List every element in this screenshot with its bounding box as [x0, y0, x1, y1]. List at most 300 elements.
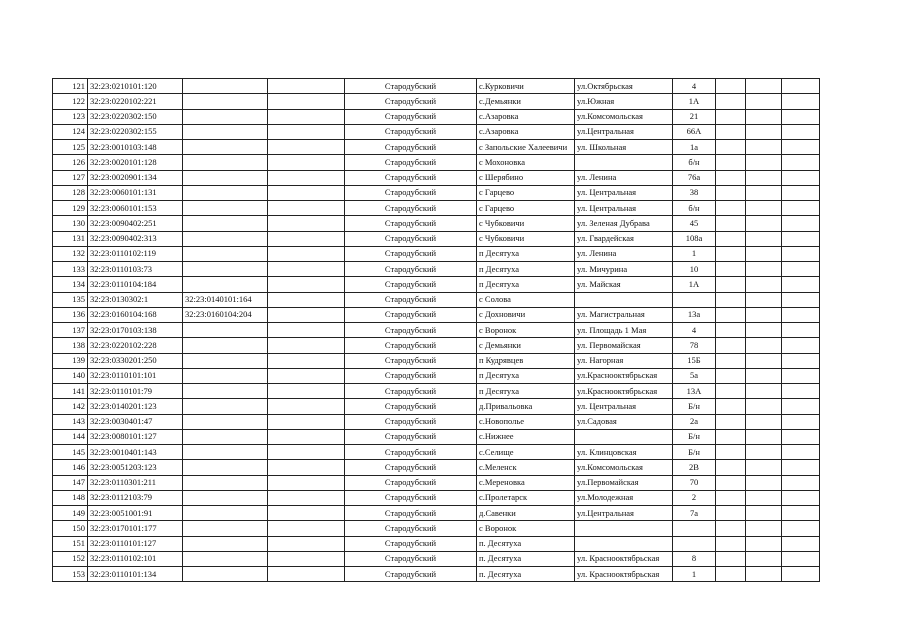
locality: п. Десятуха: [477, 536, 575, 551]
cadastral-number: 32:23:0130302:1: [88, 292, 183, 307]
empty-cell: [746, 368, 782, 383]
district: Стародубский: [345, 140, 477, 155]
cadastral-number: 32:23:0110301:211: [88, 475, 183, 490]
related-cadastral-number: [183, 140, 268, 155]
empty-cell: [746, 445, 782, 460]
table-row: [53, 79, 820, 94]
row-number: 136: [53, 307, 88, 322]
cadastral-number: 32:23:0160104:168: [88, 307, 183, 322]
empty-cell: [716, 368, 746, 383]
street: ул.Центральная: [575, 506, 673, 521]
row-number: 134: [53, 277, 88, 292]
district: Стародубский: [345, 216, 477, 231]
empty-cell: [746, 185, 782, 200]
district: Стародубский: [345, 292, 477, 307]
table-row: [53, 292, 820, 307]
empty-cell: [746, 429, 782, 444]
locality: с.Новополье: [477, 414, 575, 429]
empty-cell: [268, 155, 345, 170]
district: Стародубский: [345, 368, 477, 383]
district: Стародубский: [345, 185, 477, 200]
locality: с.Селище: [477, 445, 575, 460]
empty-cell: [268, 277, 345, 292]
district: Стародубский: [345, 551, 477, 566]
street: ул.Молодежная: [575, 490, 673, 505]
empty-cell: [746, 94, 782, 109]
empty-cell: [268, 338, 345, 353]
row-number: 121: [53, 79, 88, 94]
empty-cell: [746, 323, 782, 338]
house-number: 76а: [673, 170, 716, 185]
empty-cell: [716, 216, 746, 231]
empty-cell: [746, 399, 782, 414]
locality: с Демьянки: [477, 338, 575, 353]
empty-cell: [716, 414, 746, 429]
table-row: [53, 307, 820, 322]
row-number: 122: [53, 94, 88, 109]
cadastral-number: 32:23:0080101:127: [88, 429, 183, 444]
row-number: 140: [53, 368, 88, 383]
row-number: 150: [53, 521, 88, 536]
street: ул. Гвардейская: [575, 231, 673, 246]
related-cadastral-number: [183, 216, 268, 231]
empty-cell: [268, 201, 345, 216]
house-number: 10: [673, 262, 716, 277]
street: [575, 536, 673, 551]
empty-cell: [716, 399, 746, 414]
house-number: 2В: [673, 460, 716, 475]
empty-cell: [746, 506, 782, 521]
related-cadastral-number: [183, 246, 268, 261]
house-number: 108а: [673, 231, 716, 246]
related-cadastral-number: [183, 94, 268, 109]
house-number: 1а: [673, 140, 716, 155]
cadastral-number: 32:23:0060101:153: [88, 201, 183, 216]
row-number: 146: [53, 460, 88, 475]
table-row: [53, 201, 820, 216]
row-number: 149: [53, 506, 88, 521]
empty-cell: [268, 109, 345, 124]
empty-cell: [716, 109, 746, 124]
locality: с.Мереновка: [477, 475, 575, 490]
empty-cell: [782, 124, 820, 139]
empty-cell: [746, 109, 782, 124]
street: [575, 292, 673, 307]
related-cadastral-number: [183, 277, 268, 292]
empty-cell: [746, 140, 782, 155]
empty-cell: [716, 475, 746, 490]
empty-cell: [782, 262, 820, 277]
locality: с.Нижнее: [477, 429, 575, 444]
empty-cell: [268, 94, 345, 109]
empty-cell: [268, 368, 345, 383]
cadastral-number: 32:23:0110101:134: [88, 567, 183, 582]
table-row: [53, 460, 820, 475]
locality: с Солова: [477, 292, 575, 307]
locality: п Десятуха: [477, 277, 575, 292]
district: Стародубский: [345, 567, 477, 582]
street: ул. Зеленая Дубрава: [575, 216, 673, 231]
cadastral-number: 32:23:0220302:155: [88, 124, 183, 139]
locality: с Запольские Халеевичи: [477, 140, 575, 155]
house-number: б/н: [673, 201, 716, 216]
house-number: 70: [673, 475, 716, 490]
empty-cell: [716, 338, 746, 353]
empty-cell: [782, 246, 820, 261]
district: Стародубский: [345, 536, 477, 551]
row-number: 124: [53, 124, 88, 139]
empty-cell: [782, 201, 820, 216]
empty-cell: [782, 170, 820, 185]
empty-cell: [782, 475, 820, 490]
empty-cell: [746, 155, 782, 170]
related-cadastral-number: [183, 338, 268, 353]
house-number: 1: [673, 567, 716, 582]
cadastral-number: 32:23:0030401:47: [88, 414, 183, 429]
street: ул.Садовая: [575, 414, 673, 429]
empty-cell: [782, 140, 820, 155]
street: ул. Первомайская: [575, 338, 673, 353]
locality: с Чубковичи: [477, 216, 575, 231]
row-number: 142: [53, 399, 88, 414]
empty-cell: [746, 353, 782, 368]
empty-cell: [268, 292, 345, 307]
related-cadastral-number: [183, 124, 268, 139]
locality: с Дохновичи: [477, 307, 575, 322]
empty-cell: [782, 338, 820, 353]
street: ул. Краснооктябрьская: [575, 551, 673, 566]
row-number: 129: [53, 201, 88, 216]
related-cadastral-number: [183, 109, 268, 124]
empty-cell: [268, 399, 345, 414]
house-number: Б/н: [673, 429, 716, 444]
empty-cell: [782, 216, 820, 231]
row-number: 147: [53, 475, 88, 490]
cadastral-number: 32:23:0140201:123: [88, 399, 183, 414]
locality: п. Десятуха: [477, 551, 575, 566]
empty-cell: [782, 399, 820, 414]
empty-cell: [746, 124, 782, 139]
district: Стародубский: [345, 262, 477, 277]
empty-cell: [716, 323, 746, 338]
house-number: [673, 536, 716, 551]
table-row: [53, 506, 820, 521]
empty-cell: [268, 262, 345, 277]
row-number: 125: [53, 140, 88, 155]
cadastral-number: 32:23:0170101:177: [88, 521, 183, 536]
empty-cell: [782, 79, 820, 94]
row-number: 148: [53, 490, 88, 505]
cadastral-number: 32:23:0051001:91: [88, 506, 183, 521]
related-cadastral-number: [183, 185, 268, 200]
empty-cell: [268, 140, 345, 155]
locality: п. Десятуха: [477, 567, 575, 582]
table-row: [53, 353, 820, 368]
street: [575, 155, 673, 170]
street: ул.Краснооктябрьская: [575, 368, 673, 383]
house-number: 13а: [673, 307, 716, 322]
street: ул.Южная: [575, 94, 673, 109]
table-row: [53, 551, 820, 566]
street: ул. Нагорная: [575, 353, 673, 368]
related-cadastral-number: [183, 323, 268, 338]
table-row: [53, 475, 820, 490]
related-cadastral-number: [183, 368, 268, 383]
empty-cell: [268, 246, 345, 261]
house-number: [673, 292, 716, 307]
empty-cell: [716, 185, 746, 200]
row-number: 139: [53, 353, 88, 368]
empty-cell: [782, 429, 820, 444]
district: Стародубский: [345, 338, 477, 353]
street: ул. Клинцовская: [575, 445, 673, 460]
district: Стародубский: [345, 521, 477, 536]
table-row: [53, 414, 820, 429]
empty-cell: [782, 323, 820, 338]
cadastral-number: 32:23:0020901:134: [88, 170, 183, 185]
cadastral-number: 32:23:0090402:313: [88, 231, 183, 246]
empty-cell: [268, 521, 345, 536]
house-number: 8: [673, 551, 716, 566]
district: Стародубский: [345, 201, 477, 216]
district: Стародубский: [345, 231, 477, 246]
street: ул.Первомайская: [575, 475, 673, 490]
empty-cell: [782, 536, 820, 551]
row-number: 128: [53, 185, 88, 200]
empty-cell: [716, 490, 746, 505]
empty-cell: [268, 79, 345, 94]
empty-cell: [268, 307, 345, 322]
empty-cell: [782, 109, 820, 124]
row-number: 141: [53, 384, 88, 399]
table-row: [53, 155, 820, 170]
house-number: 78: [673, 338, 716, 353]
house-number: 21: [673, 109, 716, 124]
empty-cell: [746, 307, 782, 322]
empty-cell: [716, 307, 746, 322]
house-number: 38: [673, 185, 716, 200]
empty-cell: [746, 384, 782, 399]
cadastral-number: 32:23:0060101:131: [88, 185, 183, 200]
empty-cell: [268, 216, 345, 231]
property-register-table: [52, 78, 820, 582]
empty-cell: [716, 94, 746, 109]
locality: с.Азаровка: [477, 109, 575, 124]
related-cadastral-number: [183, 490, 268, 505]
row-number: 123: [53, 109, 88, 124]
house-number: 13А: [673, 384, 716, 399]
empty-cell: [746, 551, 782, 566]
locality: с Гарцево: [477, 201, 575, 216]
empty-cell: [782, 460, 820, 475]
street: ул.Краснооктябрьская: [575, 384, 673, 399]
cadastral-number: 32:23:0330201:250: [88, 353, 183, 368]
cadastral-number: 32:23:0170103:138: [88, 323, 183, 338]
related-cadastral-number: [183, 460, 268, 475]
empty-cell: [782, 414, 820, 429]
table-row: [53, 368, 820, 383]
empty-cell: [746, 414, 782, 429]
empty-cell: [746, 567, 782, 582]
table-row: [53, 94, 820, 109]
cadastral-number: 32:23:0110102:119: [88, 246, 183, 261]
empty-cell: [782, 506, 820, 521]
district: Стародубский: [345, 384, 477, 399]
empty-cell: [268, 567, 345, 582]
empty-cell: [268, 506, 345, 521]
empty-cell: [782, 567, 820, 582]
street: ул. Ленина: [575, 170, 673, 185]
related-cadastral-number: [183, 506, 268, 521]
empty-cell: [716, 429, 746, 444]
empty-cell: [782, 490, 820, 505]
row-number: 144: [53, 429, 88, 444]
empty-cell: [716, 201, 746, 216]
cadastral-number: 32:23:0110101:101: [88, 368, 183, 383]
house-number: 2а: [673, 414, 716, 429]
house-number: [673, 521, 716, 536]
row-number: 131: [53, 231, 88, 246]
table-row: [53, 384, 820, 399]
row-number: 145: [53, 445, 88, 460]
empty-cell: [746, 170, 782, 185]
house-number: 15Б: [673, 353, 716, 368]
district: Стародубский: [345, 429, 477, 444]
street: [575, 521, 673, 536]
related-cadastral-number: [183, 262, 268, 277]
house-number: 1А: [673, 277, 716, 292]
empty-cell: [268, 475, 345, 490]
district: Стародубский: [345, 490, 477, 505]
street: ул.Октябрьская: [575, 79, 673, 94]
empty-cell: [268, 460, 345, 475]
table-row: [53, 521, 820, 536]
row-number: 143: [53, 414, 88, 429]
district: Стародубский: [345, 323, 477, 338]
row-number: 138: [53, 338, 88, 353]
empty-cell: [746, 460, 782, 475]
empty-cell: [782, 445, 820, 460]
table-row: [53, 399, 820, 414]
row-number: 126: [53, 155, 88, 170]
street: ул. Мичурина: [575, 262, 673, 277]
cadastral-number: 32:23:0051203:123: [88, 460, 183, 475]
locality: с Шерябино: [477, 170, 575, 185]
house-number: б/н: [673, 155, 716, 170]
table-row: [53, 170, 820, 185]
district: Стародубский: [345, 246, 477, 261]
house-number: 4: [673, 323, 716, 338]
empty-cell: [268, 414, 345, 429]
table-row: [53, 231, 820, 246]
district: Стародубский: [345, 506, 477, 521]
street: ул.Комсомольская: [575, 460, 673, 475]
empty-cell: [746, 338, 782, 353]
district: Стародубский: [345, 124, 477, 139]
locality: п Десятуха: [477, 262, 575, 277]
cadastral-number: 32:23:0110103:73: [88, 262, 183, 277]
table-row: [53, 338, 820, 353]
street: ул. Площадь 1 Мая: [575, 323, 673, 338]
locality: с.Демьянки: [477, 94, 575, 109]
street: ул. Школьная: [575, 140, 673, 155]
row-number: 133: [53, 262, 88, 277]
table-row: [53, 445, 820, 460]
locality: с.Меленск: [477, 460, 575, 475]
house-number: 66А: [673, 124, 716, 139]
street: ул. Центральная: [575, 201, 673, 216]
related-cadastral-number: 32:23:0140101:164: [183, 292, 268, 307]
empty-cell: [746, 277, 782, 292]
row-number: 132: [53, 246, 88, 261]
table-row: [53, 185, 820, 200]
empty-cell: [716, 170, 746, 185]
empty-cell: [716, 567, 746, 582]
related-cadastral-number: [183, 353, 268, 368]
empty-cell: [746, 262, 782, 277]
empty-cell: [716, 353, 746, 368]
locality: с.Курковичи: [477, 79, 575, 94]
cadastral-number: 32:23:0090402:251: [88, 216, 183, 231]
empty-cell: [716, 155, 746, 170]
house-number: 5а: [673, 368, 716, 383]
empty-cell: [782, 384, 820, 399]
empty-cell: [746, 201, 782, 216]
row-number: 151: [53, 536, 88, 551]
house-number: 4: [673, 79, 716, 94]
empty-cell: [782, 231, 820, 246]
row-number: 152: [53, 551, 88, 566]
empty-cell: [746, 246, 782, 261]
empty-cell: [782, 185, 820, 200]
table-row: [53, 124, 820, 139]
locality: п Десятуха: [477, 246, 575, 261]
cadastral-number: 32:23:0010103:148: [88, 140, 183, 155]
table-row: [53, 109, 820, 124]
related-cadastral-number: [183, 445, 268, 460]
empty-cell: [716, 536, 746, 551]
related-cadastral-number: [183, 536, 268, 551]
district: Стародубский: [345, 155, 477, 170]
empty-cell: [746, 216, 782, 231]
cadastral-number: 32:23:0010401:143: [88, 445, 183, 460]
locality: с Чубковичи: [477, 231, 575, 246]
district: Стародубский: [345, 475, 477, 490]
empty-cell: [782, 307, 820, 322]
cadastral-number: 32:23:0210101:120: [88, 79, 183, 94]
locality: п Кудрявцев: [477, 353, 575, 368]
empty-cell: [268, 490, 345, 505]
related-cadastral-number: [183, 567, 268, 582]
street: ул.Комсомольская: [575, 109, 673, 124]
empty-cell: [268, 353, 345, 368]
empty-cell: [716, 384, 746, 399]
locality: п Десятуха: [477, 368, 575, 383]
street: ул.Центральная: [575, 124, 673, 139]
empty-cell: [268, 551, 345, 566]
locality: с Гарцево: [477, 185, 575, 200]
empty-cell: [746, 536, 782, 551]
street: ул. Майская: [575, 277, 673, 292]
empty-cell: [782, 277, 820, 292]
related-cadastral-number: [183, 231, 268, 246]
empty-cell: [716, 79, 746, 94]
empty-cell: [716, 124, 746, 139]
empty-cell: [268, 445, 345, 460]
empty-cell: [268, 185, 345, 200]
locality: с.Азаровка: [477, 124, 575, 139]
empty-cell: [716, 445, 746, 460]
